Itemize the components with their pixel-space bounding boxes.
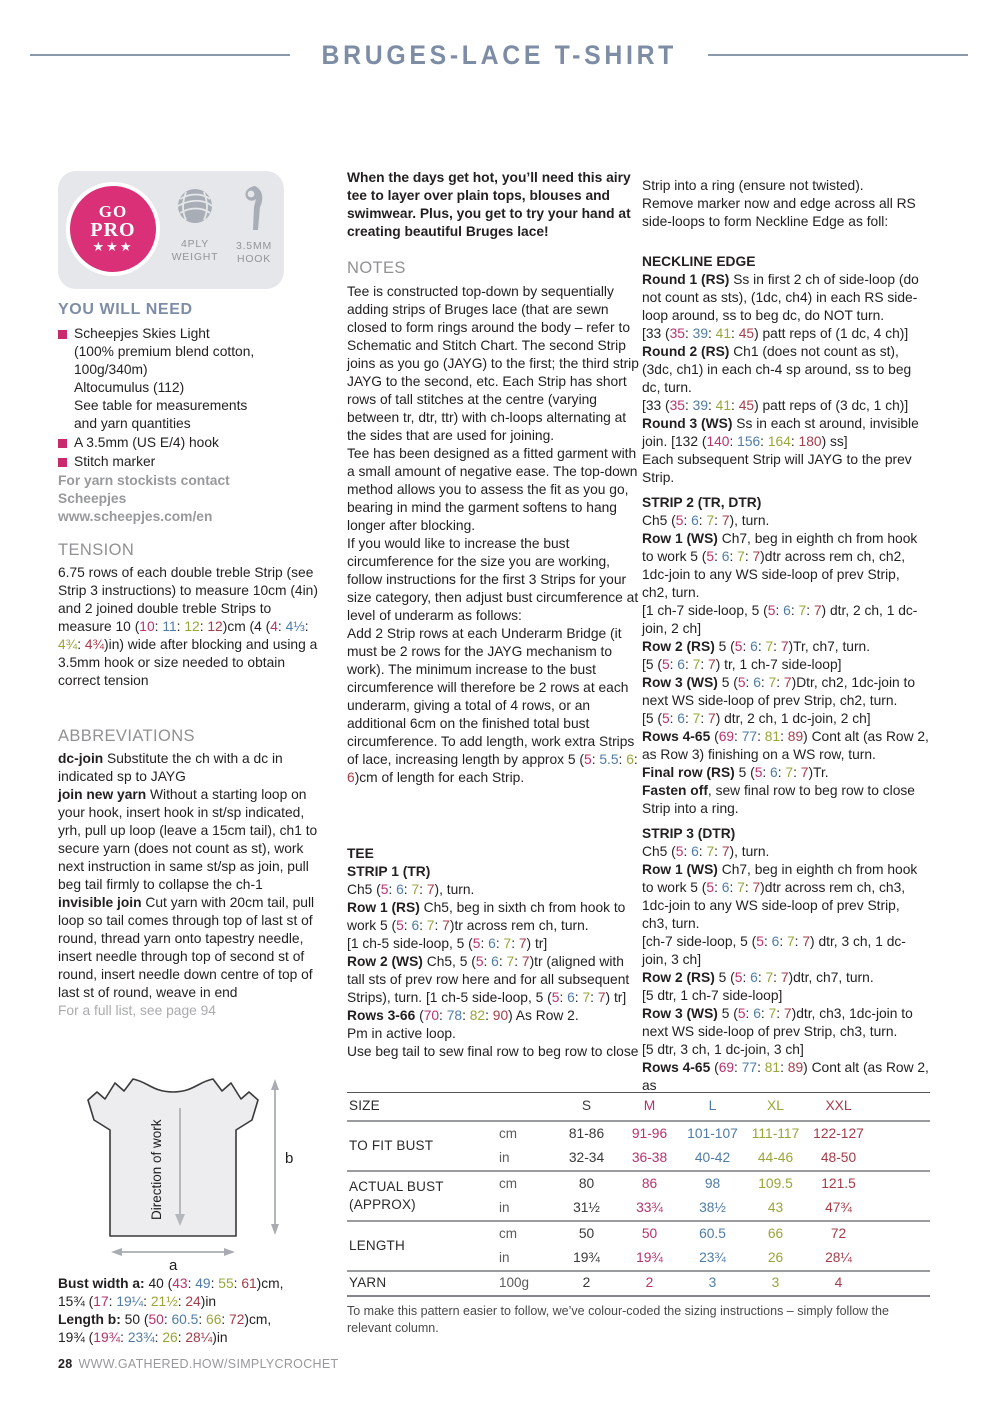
pattern-line: Remove marker now and edge across all RS side-loops to form Neckline Edge as foll: [642,196,916,229]
pattern-line: Strip into a ring (ensure not twisted). [642,178,864,193]
tension-heading: TENSION [58,541,135,559]
pattern-line: [5 (5: 6: 7: 7) tr, 1 ch-7 side-loop] [642,657,842,672]
strip3-section [642,825,929,1095]
pattern-line: Rows 3-66 (70: 78: 82: 90) As Row 2. [347,1008,579,1023]
badge-go-text: GO [98,201,128,221]
strip2-section [642,494,929,818]
pattern-line: Row 3 (WS) 5 (5: 6: 7: 7)Dtr, ch2, 1dc-join to next WS side-loop of prev Strip, ch2, turn. [642,675,916,708]
neckline-edge-section [642,253,929,487]
badge-stars: ★★★ [92,239,134,255]
pattern-line: Ch5 (5: 6: 7: 7), turn. [642,513,770,528]
intro-paragraph: When the days get hot, you’ll need this airy tee to layer over plain tops, blouses and swimwear. Plus, you get to try your hand at creating beautiful Bruges lace! [347,170,631,239]
list-item [58,434,326,452]
row-label: YARN [347,1271,497,1296]
abbreviation-entry: join new yarn Without a starting loop on your hook, insert hook in st/sp indicated, yrh, pull up loop (leave a 15cm tail), ch1 to secure yarn (does not count as st), work next instruction in same st/sp as join, pull beg tail firmly to collapse the ch-1 [58,787,318,892]
pattern-line: Row 2 (RS) 5 (5: 6: 7: 7)dtr, ch7, turn. [642,970,874,985]
table-row: TO FIT BUST cm 81-86 91-96 101-107 111-117 122-127 [347,1121,930,1146]
go-pro-badge [66,182,160,276]
notes-section [347,283,639,787]
pattern-line: Row 2 (RS) 5 (5: 6: 7: 7)Tr, ch7, turn. [642,639,871,654]
bullet-icon [58,330,67,339]
direction-of-work-label: Direction of work [149,1119,164,1220]
pattern-line: Row 1 (RS) Ch5, beg in sixth ch from hook to work 5 (5: 6: 7: 7)tr across rem ch, turn. [347,900,626,933]
pattern-line: Pm in active loop. [347,1026,456,1041]
badge-pro-text: PRO [90,218,136,241]
width-label-a: a [169,1257,178,1273]
tshirt-outline [88,1079,258,1236]
continuation-text [642,177,929,231]
pattern-line: [33 (35: 39: 41: 45) patt reps of (1 dc, 4 ch)] [642,326,909,341]
strip1-heading: STRIP 1 (TR) [347,864,431,879]
height-label-b: b [285,1150,294,1167]
pattern-line: Each subsequent Strip will JAYG to the prev Strip. [642,452,912,485]
size-col-m: M [618,1093,681,1121]
table-row: ACTUAL BUST (APPROX) cm 80 86 98 109.5 121.5 [347,1171,930,1196]
measurement-lines [58,1275,326,1347]
you-will-need-section [58,301,326,526]
yarn-weight-item [164,185,226,264]
bullet-icon [58,439,67,448]
length-line-in: 19¾ (19¾: 23¾: 26: 28¼)in [58,1330,228,1345]
notes-paragraph: If you would like to increase the bust circumference for the size you are working, follow instructions for the first 3 Strips for your size category, then adjust bust circumference at level of underarm as follows: [347,536,639,623]
yarn-ball-icon [172,185,218,229]
row-label: ACTUAL BUST (APPROX) [347,1171,497,1221]
notes-paragraph: Add 2 Strip rows at each Underarm Bridge (it must be 2 rows for the JAYG mechanism to work). The minimum increase to the bust circumference will therefore be 2 rows at each underarm, giving a total of 4 rows, or an additional 6cm on the finished total bust circumference. To add length, work extra Strips of lace, increasing length by approx 5 (5: 5.5: 6: 6)cm of length for each Strip. [347,626,638,785]
pattern-line: Round 1 (RS) Ss in first 2 ch of side-loop (do not count as sts), (1dc, ch4) in each RS side-loop around, ss to beg dc, do NOT turn. [642,272,919,323]
pattern-line: Use beg tail to sew final row to beg row to close [347,1044,639,1059]
abbreviations-footnote: For a full list, see page 94 [58,1003,216,1018]
sizing-table [347,1092,930,1297]
pattern-line: Row 1 (WS) Ch7, beg in eighth ch from hook to work 5 (5: 6: 7: 7)dtr across rem ch, ch2, 1dc-join to any WS side-loop of prev Strip, ch2, turn. [642,531,918,600]
header-rule-left [30,54,290,56]
pattern-line: [5 (5: 6: 7: 7) dtr, 2 ch, 1 dc-join, 2 ch] [642,711,871,726]
page-title: BRUGES-LACE T-SHIRT [321,40,677,70]
notes-paragraph: Tee has been designed as a fitted garment with a small amount of negative ease. The top-down method allows you to assess the fit as you go, bearing in mind the garment softens to hang longer after blocking. [347,446,638,533]
pattern-line: [33 (35: 39: 41: 45) patt reps of (3 dc, 1 ch)] [642,398,909,413]
abbreviations-heading: ABBREVIATIONS [58,727,195,745]
page-footer [58,1355,338,1373]
neckline-heading: NECKLINE EDGE [642,254,756,269]
pattern-line: Row 1 (WS) Ch7, beg in eighth ch from hook to work 5 (5: 6: 7: 7)dtr across rem ch, ch3, 1dc-join to any WS side-loop of prev Strip, ch3, turn. [642,862,918,931]
stockist-url-link[interactable]: www.scheepjes.com/en [58,509,213,524]
pattern-line: Row 2 (WS) Ch5, 5 (5: 6: 7: 7)tr (aligned with tall sts of prev row here and for all subsequent Strips), turn. [1 ch-5 side-loop, 5 (5: 6: 7: 7) tr] [347,954,630,1005]
you-will-need-heading: YOU WILL NEED [58,301,193,318]
list-item [58,325,326,433]
list-item-text: Stitch marker [74,454,156,469]
tension-body: 6.75 rows of each double treble Strip (see Strip 3 instructions) to measure 10cm (4in) and 2 joined double treble Strips to measure 10 (10: 11: 12: 12)cm (4 (4: 4⅓: 4¾: 4¾)in) wide after blocking and using a 3.5mm hook or size needed to obtain correct tension [58,565,318,688]
strip2-heading: STRIP 2 (TR, DTR) [642,495,762,510]
page-header [30,40,968,70]
pattern-line: [ch-7 side-loop, 5 (5: 6: 7: 7) dtr, 3 ch, 1 dc-join, 3 ch] [642,934,906,967]
abbreviation-entry: dc-join Substitute the ch with a dc in indicated sp to JAYG [58,751,283,784]
table-row: in 32-34 36-38 40-42 44-46 48-50 [499,1149,857,1165]
list-item-text: A 3.5mm (US E/4) hook [74,435,219,450]
footer-site-link[interactable]: WWW.GATHERED.HOW/SIMPLYCROCHET [78,1357,339,1371]
table-row: LENGTH cm 50 50 60.5 66 72 [347,1221,930,1246]
size-col-l: L [681,1093,744,1121]
pattern-line: [5 dtr, 3 ch, 1 dc-join, 3 ch] [642,1042,804,1057]
yarn-weight-label: 4PLY WEIGHT [171,238,219,263]
size-label: SIZE [347,1093,497,1121]
length-line: Length b: 50 (50: 60.5: 66: 72)cm, [58,1312,272,1327]
abbreviations-section [58,725,326,1020]
table-row: YARN 100g 2 2 3 3 4 [347,1271,930,1296]
stockist-contact-text: For yarn stockists contact Scheepjes [58,473,230,506]
abbreviation-entry: invisible join Cut yarn with 20cm tail, pull loop so tail comes through top of last st of round, thread yarn onto tapestry needle, insert needle through top of second st of round, insert needle down centre of top of last st of round, weave in end [58,895,315,1000]
hook-size-item [228,185,280,266]
tee-heading: TEE [347,846,374,861]
bullet-icon [58,458,67,467]
tension-section [58,539,326,690]
table-note: To make this pattern easier to follow, we’ve colour-coded the sizing instructions – simply follow the relevant column. [347,1304,889,1335]
hook-size-label: 3.5MM HOOK [235,240,273,265]
list-item [58,453,326,471]
pattern-line: Rows 4-65 (69: 77: 81: 89) Cont alt (as Row 2, as Row 3) finishing on a WS row, turn. [642,729,929,762]
table-row: in 19¾ 19¾ 23¾ 26 28¼ [499,1249,852,1265]
crochet-hook-icon [243,185,265,231]
tee-section [347,845,639,1061]
pattern-line: Final row (RS) 5 (5: 6: 7: 7)Tr. [642,765,829,780]
header-rule-right [708,54,968,56]
table-row: in 31½ 33¾ 38½ 43 47¾ [499,1199,852,1215]
pattern-line: Ch5 (5: 6: 7: 7), turn. [642,844,770,859]
schematic-drawing [58,1068,298,1273]
notes-heading: NOTES [347,259,406,277]
size-col-xl: XL [744,1093,807,1121]
pattern-line: Rows 4-65 (69: 77: 81: 89) Cont alt (as Row 2, as [642,1060,929,1093]
strip3-heading: STRIP 3 (DTR) [642,826,736,841]
pattern-line: [1 ch-7 side-loop, 5 (5: 6: 7: 7) dtr, 2 ch, 1 dc-join, 2 ch] [642,603,918,636]
bust-width-line: Bust width a: 40 (43: 49: 55: 61)cm, [58,1276,284,1291]
row-label: TO FIT BUST [349,1137,434,1153]
garment-schematic [58,1068,326,1278]
pattern-line: Ch5 (5: 6: 7: 7), turn. [347,882,475,897]
table-header-row [347,1093,930,1121]
pattern-line: [5 dtr, 1 ch-7 side-loop] [642,988,783,1003]
pattern-line: Round 2 (RS) Ch1 (does not count as st), (3dc, ch1) in each ch-4 sp around, ss to beg dc, turn. [642,344,912,395]
row-label: LENGTH [347,1221,497,1271]
size-col-s: S [555,1093,618,1121]
pattern-line: Fasten off, sew final row to beg row to close Strip into a ring. [642,783,915,816]
list-item-text: Scheepjes Skies Light (100% premium blend cotton, 100g/340m) Altocumulus (112) See table for measurements and yarn quantities [74,326,255,431]
skill-level-badge [58,171,284,289]
pattern-line: Row 3 (WS) 5 (5: 6: 7: 7)dtr, ch3, 1dc-join to next WS side-loop of prev Strip, ch3, turn. [642,1006,913,1039]
size-col-xxl: XXL [807,1093,870,1121]
bust-width-line-in: 15¾ (17: 19¼: 21½: 24)in [58,1294,217,1309]
pattern-line: [1 ch-5 side-loop, 5 (5: 6: 7: 7) tr] [347,936,548,951]
pattern-line: Round 3 (WS) Ss in each st around, invisible join. [132 (140: 156: 164: 180) ss] [642,416,919,449]
notes-paragraph: Tee is constructed top-down by sequentially adding strips of Bruges lace (that are sewn closed to form rings around the body – refer to Schematic and Stitch Chart. The second Strip joins as you go (JAYG) to the first; the third strip JAYG to the second, etc. Each Strip has short rows of tall stitches at the centre (varying between tr, dtr, ttr) with ch-loops alternating at the sides that are used for joining. [347,284,639,443]
page-number: 28 [58,1357,73,1371]
